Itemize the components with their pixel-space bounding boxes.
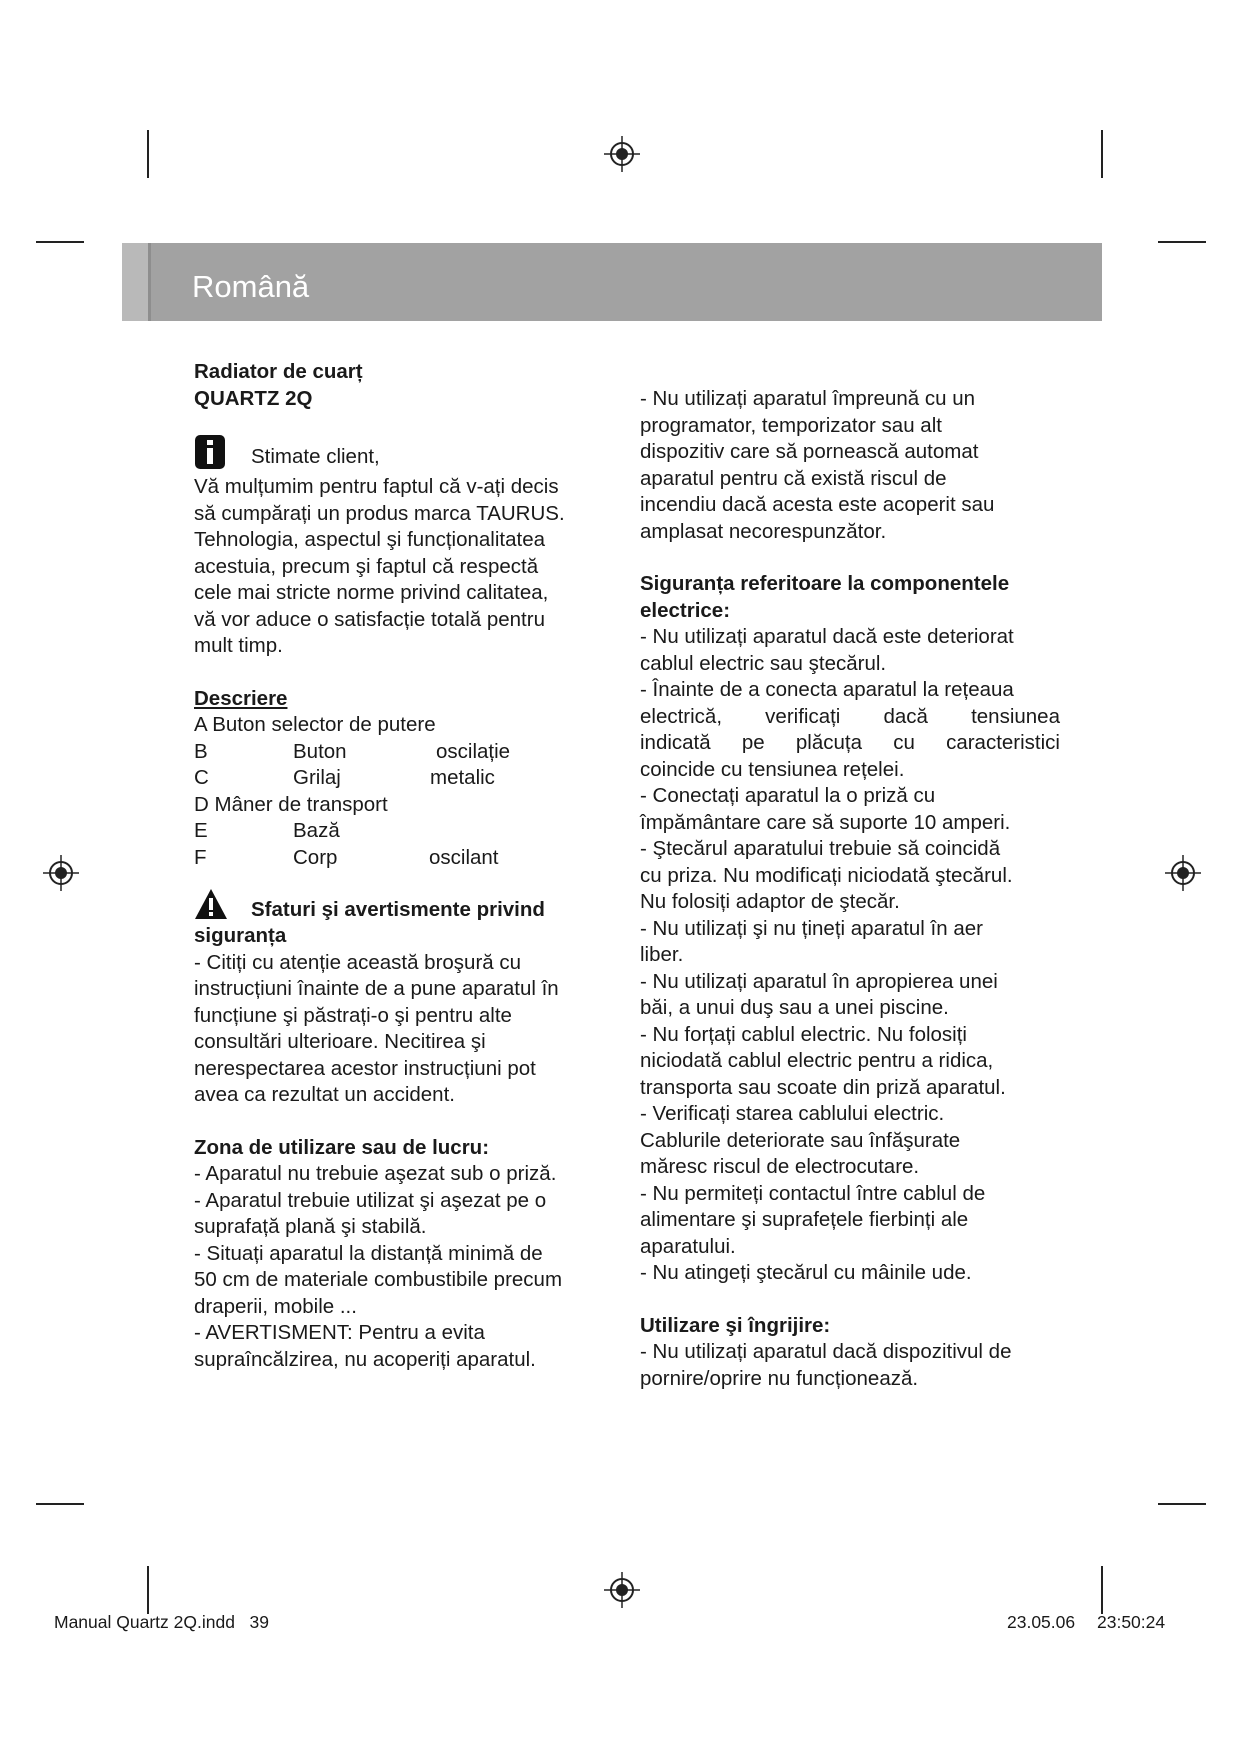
registration-mark-icon <box>604 136 640 172</box>
footer-time: 23:50:24 <box>1097 1612 1166 1632</box>
greeting: Stimate client, <box>251 445 380 468</box>
electric-line: liber. <box>640 943 684 966</box>
intro-line: vă vor aduce o satisfacție totală pentru <box>194 607 545 631</box>
intro-line: să cumpărați un produs marca TAURUS. <box>194 501 565 525</box>
intro-line: cele mai stricte norme privind calitatea, <box>194 581 549 604</box>
language-title: Română <box>192 269 310 304</box>
safety-line: nerespectarea acestor instrucțiuni pot <box>194 1056 536 1080</box>
registration-mark-icon <box>604 1572 640 1608</box>
zone-line: 50 cm de materiale combustibile precum <box>194 1268 563 1291</box>
item-letter: B <box>194 739 208 763</box>
item-word: oscilație <box>436 739 511 763</box>
electric-line: Nu folosiți adaptor de ştecăr. <box>640 890 900 913</box>
electric-line: - Înainte de a conecta aparatul la rețeaua <box>640 678 1014 701</box>
electric-line: - Conectați aparatul la o priză cu <box>640 784 936 807</box>
electric-line: niciodată cablul electric pentru a ridica, <box>640 1049 994 1072</box>
intro-line: mult timp. <box>194 634 283 657</box>
item-word: Corp <box>293 845 338 869</box>
safety-line: - Citiți cu atenție această broşură cu <box>194 950 522 974</box>
item-letter: F <box>194 845 207 869</box>
right-column <box>640 386 1060 1392</box>
electric-line: transporta sau scoate din priză aparatul. <box>640 1075 1006 1099</box>
usage-line: pornire/oprire nu funcționează. <box>640 1366 919 1390</box>
description-heading: Descriere <box>194 686 288 710</box>
right-line: programator, temporizator sau alt <box>640 413 942 437</box>
description-item-b <box>194 739 614 766</box>
intro-line: acestuia, precum şi faptul că respectă <box>194 554 539 578</box>
crop-mark <box>36 241 84 243</box>
electric-line: băi, a unui duş sau a unei piscine. <box>640 996 949 1019</box>
electric-line: - Verificați starea cablului electric. <box>640 1102 945 1125</box>
electric-line: - Nu atingeți ştecărul cu mâinile ude. <box>640 1261 972 1284</box>
language-header-band <box>122 243 1102 321</box>
right-line: incendiu dacă acesta este acoperit sau <box>640 493 995 516</box>
zone-line: - Aparatul trebuie utilizat şi aşezat pe o <box>194 1188 547 1212</box>
electric-line: măresc riscul de electrocutare. <box>640 1155 920 1178</box>
electric-line: - Nu permiteți contactul între cablul de <box>640 1181 986 1205</box>
item-word: Grilaj <box>293 766 341 789</box>
band-edge-line <box>148 243 151 321</box>
safety-line: funcțiune şi păstrați-o şi pentru alte <box>194 1003 512 1027</box>
electric-heading-cont: electrice: <box>640 598 731 622</box>
electric-line: alimentare şi suprafețele fierbinți ale <box>640 1208 969 1231</box>
right-line: - Nu utilizați aparatul împreună cu un <box>640 387 976 410</box>
safety-heading-row <box>194 897 614 927</box>
item-letter: C <box>194 766 209 789</box>
crop-mark <box>1158 1503 1206 1505</box>
footer-file: Manual Quartz 2Q.indd 39 <box>54 1612 269 1632</box>
zone-line: supraîncălzirea, nu acoperiți aparatul. <box>194 1347 536 1371</box>
electric-line: - Nu utilizați aparatul dacă este deteriorat <box>640 625 1014 648</box>
safety-heading-cont: siguranța <box>194 924 287 947</box>
registration-mark-icon <box>1165 855 1201 891</box>
electric-line: împământare care să suporte 10 amperi. <box>640 810 1011 834</box>
band-edge <box>122 243 148 321</box>
safety-line: consultări ulterioare. Necitirea şi <box>194 1030 486 1053</box>
zone-heading: Zona de utilizare sau de lucru: <box>194 1135 490 1159</box>
product-model: QUARTZ 2Q <box>194 386 313 410</box>
electric-line: - Nu forțați cablul electric. Nu folosiți <box>640 1022 967 1046</box>
usage-heading: Utilizare şi îngrijire: <box>640 1313 831 1337</box>
item-word: oscilant <box>429 845 499 869</box>
item-word: Bază <box>293 819 340 842</box>
zone-line: suprafață plană şi stabilă. <box>194 1215 427 1238</box>
right-line: aparatul pentru că există riscul de <box>640 466 947 490</box>
electric-line: coincide cu tensiunea rețelei. <box>640 757 905 781</box>
crop-mark <box>1101 130 1103 178</box>
registration-mark-icon <box>43 855 79 891</box>
electric-line: - Ştecărul aparatului trebuie să coincidă <box>640 837 1001 860</box>
zone-line: - Situați aparatul la distanță minimă de <box>194 1241 543 1265</box>
footer-date: 23.05.06 <box>1007 1612 1076 1632</box>
crop-mark <box>147 130 149 178</box>
electric-line: Cablurile deteriorate sau înfăşurate <box>640 1128 961 1152</box>
crop-mark <box>147 1566 149 1614</box>
item-word: metalic <box>430 766 495 789</box>
right-line: amplasat necorespunzător. <box>640 519 887 543</box>
electric-line: aparatului. <box>640 1234 736 1258</box>
electric-line: cablul electric sau ştecărul. <box>640 651 887 675</box>
intro-line: Vă mulțumim pentru faptul că v-ați decis <box>194 475 559 498</box>
safety-line: avea ca rezultat un accident. <box>194 1083 455 1106</box>
electric-line: electrică, verificați dacă tensiunea <box>640 704 1060 728</box>
product-type: Radiator de cuarț <box>194 360 363 383</box>
crop-mark <box>1101 1566 1103 1614</box>
zone-line: draperii, mobile ... <box>194 1294 357 1318</box>
zone-line: - AVERTISMENT: Pentru a evita <box>194 1321 485 1344</box>
description-item-d: D Mâner de transport <box>194 792 388 816</box>
description-item-c <box>194 765 614 792</box>
electric-line: indicată pe plăcuța cu caracteristici <box>640 731 1060 754</box>
right-line: dispozitiv care să pornească automat <box>640 440 979 463</box>
item-letter: E <box>194 819 208 842</box>
safety-line: instrucțiuni înainte de a pune aparatul în <box>194 977 559 1000</box>
electric-line: cu priza. Nu modificați niciodată ştecărul. <box>640 863 1013 887</box>
zone-line: - Aparatul nu trebuie aşezat sub o priză. <box>194 1162 557 1185</box>
usage-line: - Nu utilizați aparatul dacă dispozitivul de <box>640 1340 1012 1363</box>
crop-mark <box>1158 241 1206 243</box>
intro-greeting-row <box>194 440 614 474</box>
warning-icon <box>194 887 228 921</box>
safety-heading: Sfaturi şi avertismente privind <box>251 898 545 921</box>
crop-mark <box>36 1503 84 1505</box>
electric-line: - Nu utilizați şi nu țineți aparatul în aer <box>640 916 983 940</box>
item-word: Buton <box>293 739 347 763</box>
description-item-e <box>194 818 614 845</box>
description-item-f <box>194 845 614 872</box>
intro-line: Tehnologia, aspectul şi funcționalitatea <box>194 528 546 551</box>
electric-heading: Siguranța referitoare la componentele <box>640 572 1010 595</box>
left-column <box>194 359 614 1373</box>
electric-line: - Nu utilizați aparatul în apropierea unei <box>640 969 998 993</box>
description-item-a: A Buton selector de putere <box>194 713 436 736</box>
info-icon <box>194 434 226 470</box>
